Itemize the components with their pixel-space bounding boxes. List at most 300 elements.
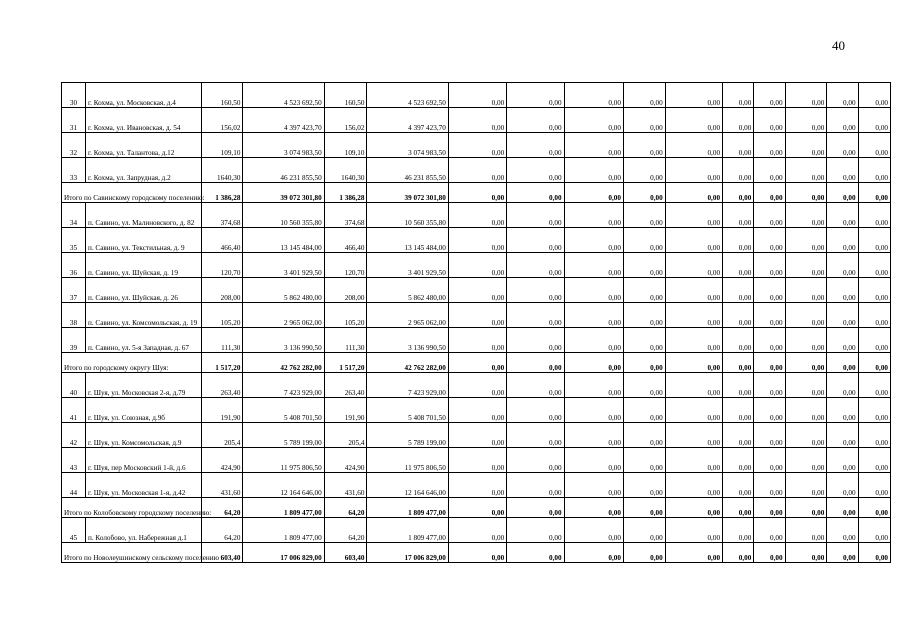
value-cell: 0,00 [754,518,785,543]
table-row [62,473,891,498]
table-row [62,423,891,448]
value-cell: 0,00 [827,448,858,473]
value-cell: 0,00 [448,203,506,228]
value-cell: 0,00 [448,183,506,203]
row-number: 35 [62,228,86,253]
address-cell: г. Кохма, ул. Запрудная, д.2 [85,158,201,183]
value-cell: 0,00 [858,543,890,563]
table-row [62,133,891,158]
value-cell: 0,00 [754,303,785,328]
register-table [61,82,891,563]
row-number: 34 [62,203,86,228]
table-row [62,228,891,253]
value-cell: 0,00 [564,108,623,133]
value-cell: 3 074 983,50 [243,133,324,158]
value-cell: 0,00 [858,278,890,303]
value-cell: 10 560 355,80 [243,203,324,228]
value-cell: 4 397 423,70 [243,108,324,133]
subtotal-label: Итого по городскому округу Шуя: [62,353,202,373]
value-cell: 0,00 [448,108,506,133]
value-cell: 0,00 [623,373,665,398]
value-cell: 0,00 [827,353,858,373]
value-cell: 431,60 [201,473,243,498]
value-cell: 0,00 [785,498,827,518]
value-cell: 0,00 [507,423,564,448]
value-cell: 0,00 [827,183,858,203]
value-cell: 0,00 [785,203,827,228]
value-cell: 0,00 [858,108,890,133]
address-cell: п. Савино, ул. Шуйская, д. 19 [85,253,201,278]
row-number: 38 [62,303,86,328]
value-cell: 0,00 [723,543,754,563]
value-cell: 120,70 [201,253,243,278]
value-cell: 0,00 [754,108,785,133]
value-cell: 64,20 [201,518,243,543]
value-cell: 111,30 [324,328,367,353]
table-row [62,158,891,183]
value-cell: 0,00 [827,203,858,228]
value-cell: 0,00 [785,228,827,253]
value-cell: 0,00 [785,448,827,473]
value-cell: 11 975 806,50 [243,448,324,473]
value-cell: 0,00 [623,278,665,303]
value-cell: 5 862 480,00 [243,278,324,303]
value-cell: 11 975 806,50 [367,448,448,473]
value-cell: 0,00 [754,423,785,448]
value-cell: 0,00 [827,83,858,108]
address-cell: п. Савино, ул. Текстильная, д. 9 [85,228,201,253]
value-cell: 0,00 [785,253,827,278]
value-cell: 0,00 [827,158,858,183]
value-cell: 424,90 [201,448,243,473]
value-cell: 109,10 [201,133,243,158]
value-cell: 603,40 [201,543,243,563]
value-cell: 46 231 855,50 [367,158,448,183]
value-cell: 3 401 929,50 [243,253,324,278]
table-row [62,203,891,228]
table-row [62,278,891,303]
value-cell: 0,00 [665,398,722,423]
row-number: 36 [62,253,86,278]
value-cell: 0,00 [507,328,564,353]
value-cell: 0,00 [507,158,564,183]
value-cell: 0,00 [754,373,785,398]
value-cell: 0,00 [858,328,890,353]
value-cell: 0,00 [827,543,858,563]
value-cell: 39 072 301,80 [367,183,448,203]
value-cell: 205,4 [324,423,367,448]
row-number: 44 [62,473,86,498]
value-cell: 0,00 [785,158,827,183]
value-cell: 0,00 [858,158,890,183]
value-cell: 0,00 [665,498,722,518]
value-cell: 0,00 [858,353,890,373]
value-cell: 0,00 [564,518,623,543]
address-cell: п. Савино, ул. Комсомольская, д. 19 [85,303,201,328]
value-cell: 64,20 [324,518,367,543]
value-cell: 0,00 [723,328,754,353]
value-cell: 0,00 [858,373,890,398]
value-cell: 0,00 [785,108,827,133]
value-cell: 0,00 [723,228,754,253]
value-cell: 0,00 [723,473,754,498]
value-cell: 156,02 [201,108,243,133]
value-cell: 0,00 [723,373,754,398]
value-cell: 0,00 [564,473,623,498]
value-cell: 191,90 [324,398,367,423]
value-cell: 0,00 [754,398,785,423]
value-cell: 4 523 692,50 [243,83,324,108]
address-cell: г. Шуя, ул. Московская 1-я, д.42 [85,473,201,498]
row-number: 39 [62,328,86,353]
value-cell: 0,00 [785,518,827,543]
value-cell: 0,00 [665,133,722,158]
value-cell: 0,00 [623,448,665,473]
value-cell: 0,00 [723,498,754,518]
subtotal-label: Итого по Савинскому городскому поселению: [62,183,202,203]
value-cell: 0,00 [858,253,890,278]
value-cell: 0,00 [623,203,665,228]
value-cell: 0,00 [448,303,506,328]
value-cell: 109,10 [324,133,367,158]
address-cell: г. Кохма, ул. Ивановская, д. 54 [85,108,201,133]
address-cell: п. Савино, ул. Шуйская, д. 26 [85,278,201,303]
value-cell: 0,00 [507,203,564,228]
address-cell: п. Савино, ул. Малиновского, д. 82 [85,203,201,228]
value-cell: 0,00 [507,448,564,473]
value-cell: 0,00 [564,83,623,108]
value-cell: 374,68 [324,203,367,228]
address-cell: п. Колобово, ул. Набережная д.1 [85,518,201,543]
value-cell: 0,00 [623,303,665,328]
value-cell: 0,00 [623,133,665,158]
value-cell: 0,00 [827,133,858,158]
value-cell: 3 074 983,50 [367,133,448,158]
address-cell: г. Шуя, ул. Союзная, д.9б [85,398,201,423]
value-cell: 0,00 [827,473,858,498]
value-cell: 466,40 [201,228,243,253]
value-cell: 374,68 [201,203,243,228]
value-cell: 208,00 [324,278,367,303]
value-cell: 0,00 [827,373,858,398]
value-cell: 5 789 199,00 [367,423,448,448]
value-cell: 0,00 [448,423,506,448]
value-cell: 0,00 [723,83,754,108]
value-cell: 13 145 484,00 [367,228,448,253]
value-cell: 0,00 [785,278,827,303]
value-cell: 0,00 [448,498,506,518]
value-cell: 0,00 [623,108,665,133]
table-row [62,328,891,353]
value-cell: 1 386,28 [324,183,367,203]
value-cell: 0,00 [564,398,623,423]
value-cell: 0,00 [623,228,665,253]
value-cell: 205,4 [201,423,243,448]
value-cell: 12 164 646,00 [243,473,324,498]
value-cell: 191,90 [201,398,243,423]
value-cell: 0,00 [665,373,722,398]
value-cell: 0,00 [858,183,890,203]
value-cell: 0,00 [754,158,785,183]
subtotal-row [62,543,891,563]
value-cell: 1640,30 [324,158,367,183]
value-cell: 0,00 [723,158,754,183]
value-cell: 0,00 [827,228,858,253]
value-cell: 2 965 062,00 [243,303,324,328]
value-cell: 0,00 [785,303,827,328]
value-cell: 0,00 [623,423,665,448]
value-cell: 0,00 [665,473,722,498]
value-cell: 0,00 [665,253,722,278]
value-cell: 0,00 [507,543,564,563]
subtotal-label: Итого по Колобовскому городскому поселению: [62,498,202,518]
value-cell: 0,00 [507,498,564,518]
value-cell: 0,00 [858,398,890,423]
value-cell: 0,00 [564,203,623,228]
value-cell: 0,00 [754,473,785,498]
value-cell: 2 965 062,00 [367,303,448,328]
value-cell: 0,00 [858,303,890,328]
value-cell: 0,00 [665,183,722,203]
value-cell: 0,00 [623,158,665,183]
table-row [62,518,891,543]
value-cell: 0,00 [754,328,785,353]
value-cell: 0,00 [507,303,564,328]
row-number: 45 [62,518,86,543]
value-cell: 0,00 [448,133,506,158]
value-cell: 1640,30 [201,158,243,183]
value-cell: 0,00 [623,83,665,108]
value-cell: 0,00 [623,353,665,373]
value-cell: 0,00 [564,373,623,398]
table-row [62,83,891,108]
value-cell: 64,20 [201,498,243,518]
value-cell: 3 401 929,50 [367,253,448,278]
value-cell: 4 397 423,70 [367,108,448,133]
value-cell: 5 408 701,50 [243,398,324,423]
value-cell: 0,00 [564,158,623,183]
value-cell: 0,00 [623,473,665,498]
value-cell: 0,00 [858,133,890,158]
value-cell: 1 809 477,00 [367,498,448,518]
value-cell: 0,00 [785,473,827,498]
value-cell: 0,00 [723,448,754,473]
value-cell: 0,00 [623,183,665,203]
subtotal-row [62,353,891,373]
value-cell: 603,40 [324,543,367,563]
value-cell: 0,00 [723,108,754,133]
value-cell: 0,00 [827,303,858,328]
address-cell: г. Шуя, пер Московский 1-й, д.6 [85,448,201,473]
value-cell: 0,00 [785,83,827,108]
value-cell: 0,00 [448,473,506,498]
value-cell: 0,00 [623,518,665,543]
address-cell: г. Кохма, ул. Московская, д.4 [85,83,201,108]
value-cell: 0,00 [507,473,564,498]
value-cell: 5 789 199,00 [243,423,324,448]
value-cell: 208,00 [201,278,243,303]
value-cell: 0,00 [723,278,754,303]
value-cell: 0,00 [858,498,890,518]
value-cell: 0,00 [665,83,722,108]
value-cell: 0,00 [858,518,890,543]
value-cell: 0,00 [754,203,785,228]
value-cell: 0,00 [827,398,858,423]
row-number: 40 [62,373,86,398]
value-cell: 0,00 [723,133,754,158]
value-cell: 0,00 [827,518,858,543]
value-cell: 0,00 [507,183,564,203]
value-cell: 0,00 [507,253,564,278]
value-cell: 0,00 [827,108,858,133]
value-cell: 1 809 477,00 [243,518,324,543]
value-cell: 1 386,28 [201,183,243,203]
row-number: 31 [62,108,86,133]
value-cell: 1 809 477,00 [367,518,448,543]
value-cell: 0,00 [448,253,506,278]
value-cell: 0,00 [507,518,564,543]
value-cell: 0,00 [507,228,564,253]
address-cell: г. Шуя, ул. Московская 2-я, д.79 [85,373,201,398]
value-cell: 0,00 [564,253,623,278]
value-cell: 105,20 [201,303,243,328]
value-cell: 5 862 480,00 [367,278,448,303]
subtotal-row [62,183,891,203]
value-cell: 0,00 [754,278,785,303]
value-cell: 1 809 477,00 [243,498,324,518]
value-cell: 0,00 [858,228,890,253]
value-cell: 0,00 [785,423,827,448]
value-cell: 160,50 [201,83,243,108]
value-cell: 0,00 [827,253,858,278]
value-cell: 120,70 [324,253,367,278]
value-cell: 0,00 [564,543,623,563]
value-cell: 0,00 [754,543,785,563]
value-cell: 0,00 [448,278,506,303]
value-cell: 12 164 646,00 [367,473,448,498]
table-row [62,398,891,423]
value-cell: 431,60 [324,473,367,498]
value-cell: 0,00 [827,423,858,448]
value-cell: 0,00 [785,183,827,203]
subtotal-label: Итого по Новолеушинскому сельскому поселению : [62,543,202,563]
value-cell: 0,00 [507,83,564,108]
value-cell: 0,00 [723,423,754,448]
value-cell: 0,00 [448,398,506,423]
value-cell: 10 560 355,80 [367,203,448,228]
value-cell: 7 423 929,00 [367,373,448,398]
value-cell: 0,00 [448,448,506,473]
value-cell: 105,20 [324,303,367,328]
value-cell: 0,00 [723,353,754,373]
value-cell: 424,90 [324,448,367,473]
value-cell: 0,00 [564,183,623,203]
table-row [62,108,891,133]
value-cell: 17 006 829,00 [367,543,448,563]
value-cell: 0,00 [623,253,665,278]
table-row [62,303,891,328]
value-cell: 0,00 [754,183,785,203]
value-cell: 0,00 [623,498,665,518]
value-cell: 0,00 [754,228,785,253]
value-cell: 0,00 [623,398,665,423]
value-cell: 0,00 [785,543,827,563]
value-cell: 42 762 282,00 [367,353,448,373]
value-cell: 0,00 [754,448,785,473]
value-cell: 0,00 [564,278,623,303]
value-cell: 42 762 282,00 [243,353,324,373]
address-cell: г. Шуя, ул. Комсомольская, д.9 [85,423,201,448]
value-cell: 0,00 [448,373,506,398]
value-cell: 263,40 [324,373,367,398]
value-cell: 160,50 [324,83,367,108]
value-cell: 0,00 [507,373,564,398]
value-cell: 0,00 [754,498,785,518]
value-cell: 0,00 [448,328,506,353]
value-cell: 0,00 [564,133,623,158]
value-cell: 0,00 [665,278,722,303]
row-number: 37 [62,278,86,303]
value-cell: 0,00 [723,303,754,328]
value-cell: 0,00 [564,303,623,328]
value-cell: 0,00 [665,423,722,448]
value-cell: 0,00 [564,328,623,353]
value-cell: 4 523 692,50 [367,83,448,108]
value-cell: 156,02 [324,108,367,133]
value-cell: 0,00 [665,448,722,473]
value-cell: 0,00 [785,133,827,158]
value-cell: 0,00 [507,398,564,423]
value-cell: 0,00 [754,83,785,108]
value-cell: 0,00 [785,353,827,373]
value-cell: 0,00 [858,83,890,108]
value-cell: 0,00 [665,228,722,253]
value-cell: 0,00 [785,398,827,423]
table-row [62,373,891,398]
value-cell: 0,00 [723,183,754,203]
value-cell: 17 006 829,00 [243,543,324,563]
row-number: 33 [62,158,86,183]
value-cell: 0,00 [827,278,858,303]
value-cell: 0,00 [723,203,754,228]
value-cell: 0,00 [723,253,754,278]
row-number: 32 [62,133,86,158]
value-cell: 1 517,20 [201,353,243,373]
value-cell: 3 136 990,50 [243,328,324,353]
value-cell: 39 072 301,80 [243,183,324,203]
value-cell: 0,00 [754,353,785,373]
value-cell: 0,00 [507,108,564,133]
value-cell: 0,00 [827,328,858,353]
value-cell: 0,00 [858,203,890,228]
value-cell: 0,00 [827,498,858,518]
value-cell: 0,00 [665,328,722,353]
value-cell: 0,00 [448,543,506,563]
value-cell: 0,00 [448,228,506,253]
value-cell: 0,00 [507,353,564,373]
value-cell: 0,00 [564,423,623,448]
value-cell: 1 517,20 [324,353,367,373]
value-cell: 0,00 [665,158,722,183]
value-cell: 7 423 929,00 [243,373,324,398]
value-cell: 0,00 [665,353,722,373]
value-cell: 0,00 [754,253,785,278]
value-cell: 5 408 701,50 [367,398,448,423]
address-cell: г. Кохма, ул. Талантова, д.12 [85,133,201,158]
value-cell: 0,00 [665,543,722,563]
value-cell: 466,40 [324,228,367,253]
value-cell: 0,00 [785,328,827,353]
